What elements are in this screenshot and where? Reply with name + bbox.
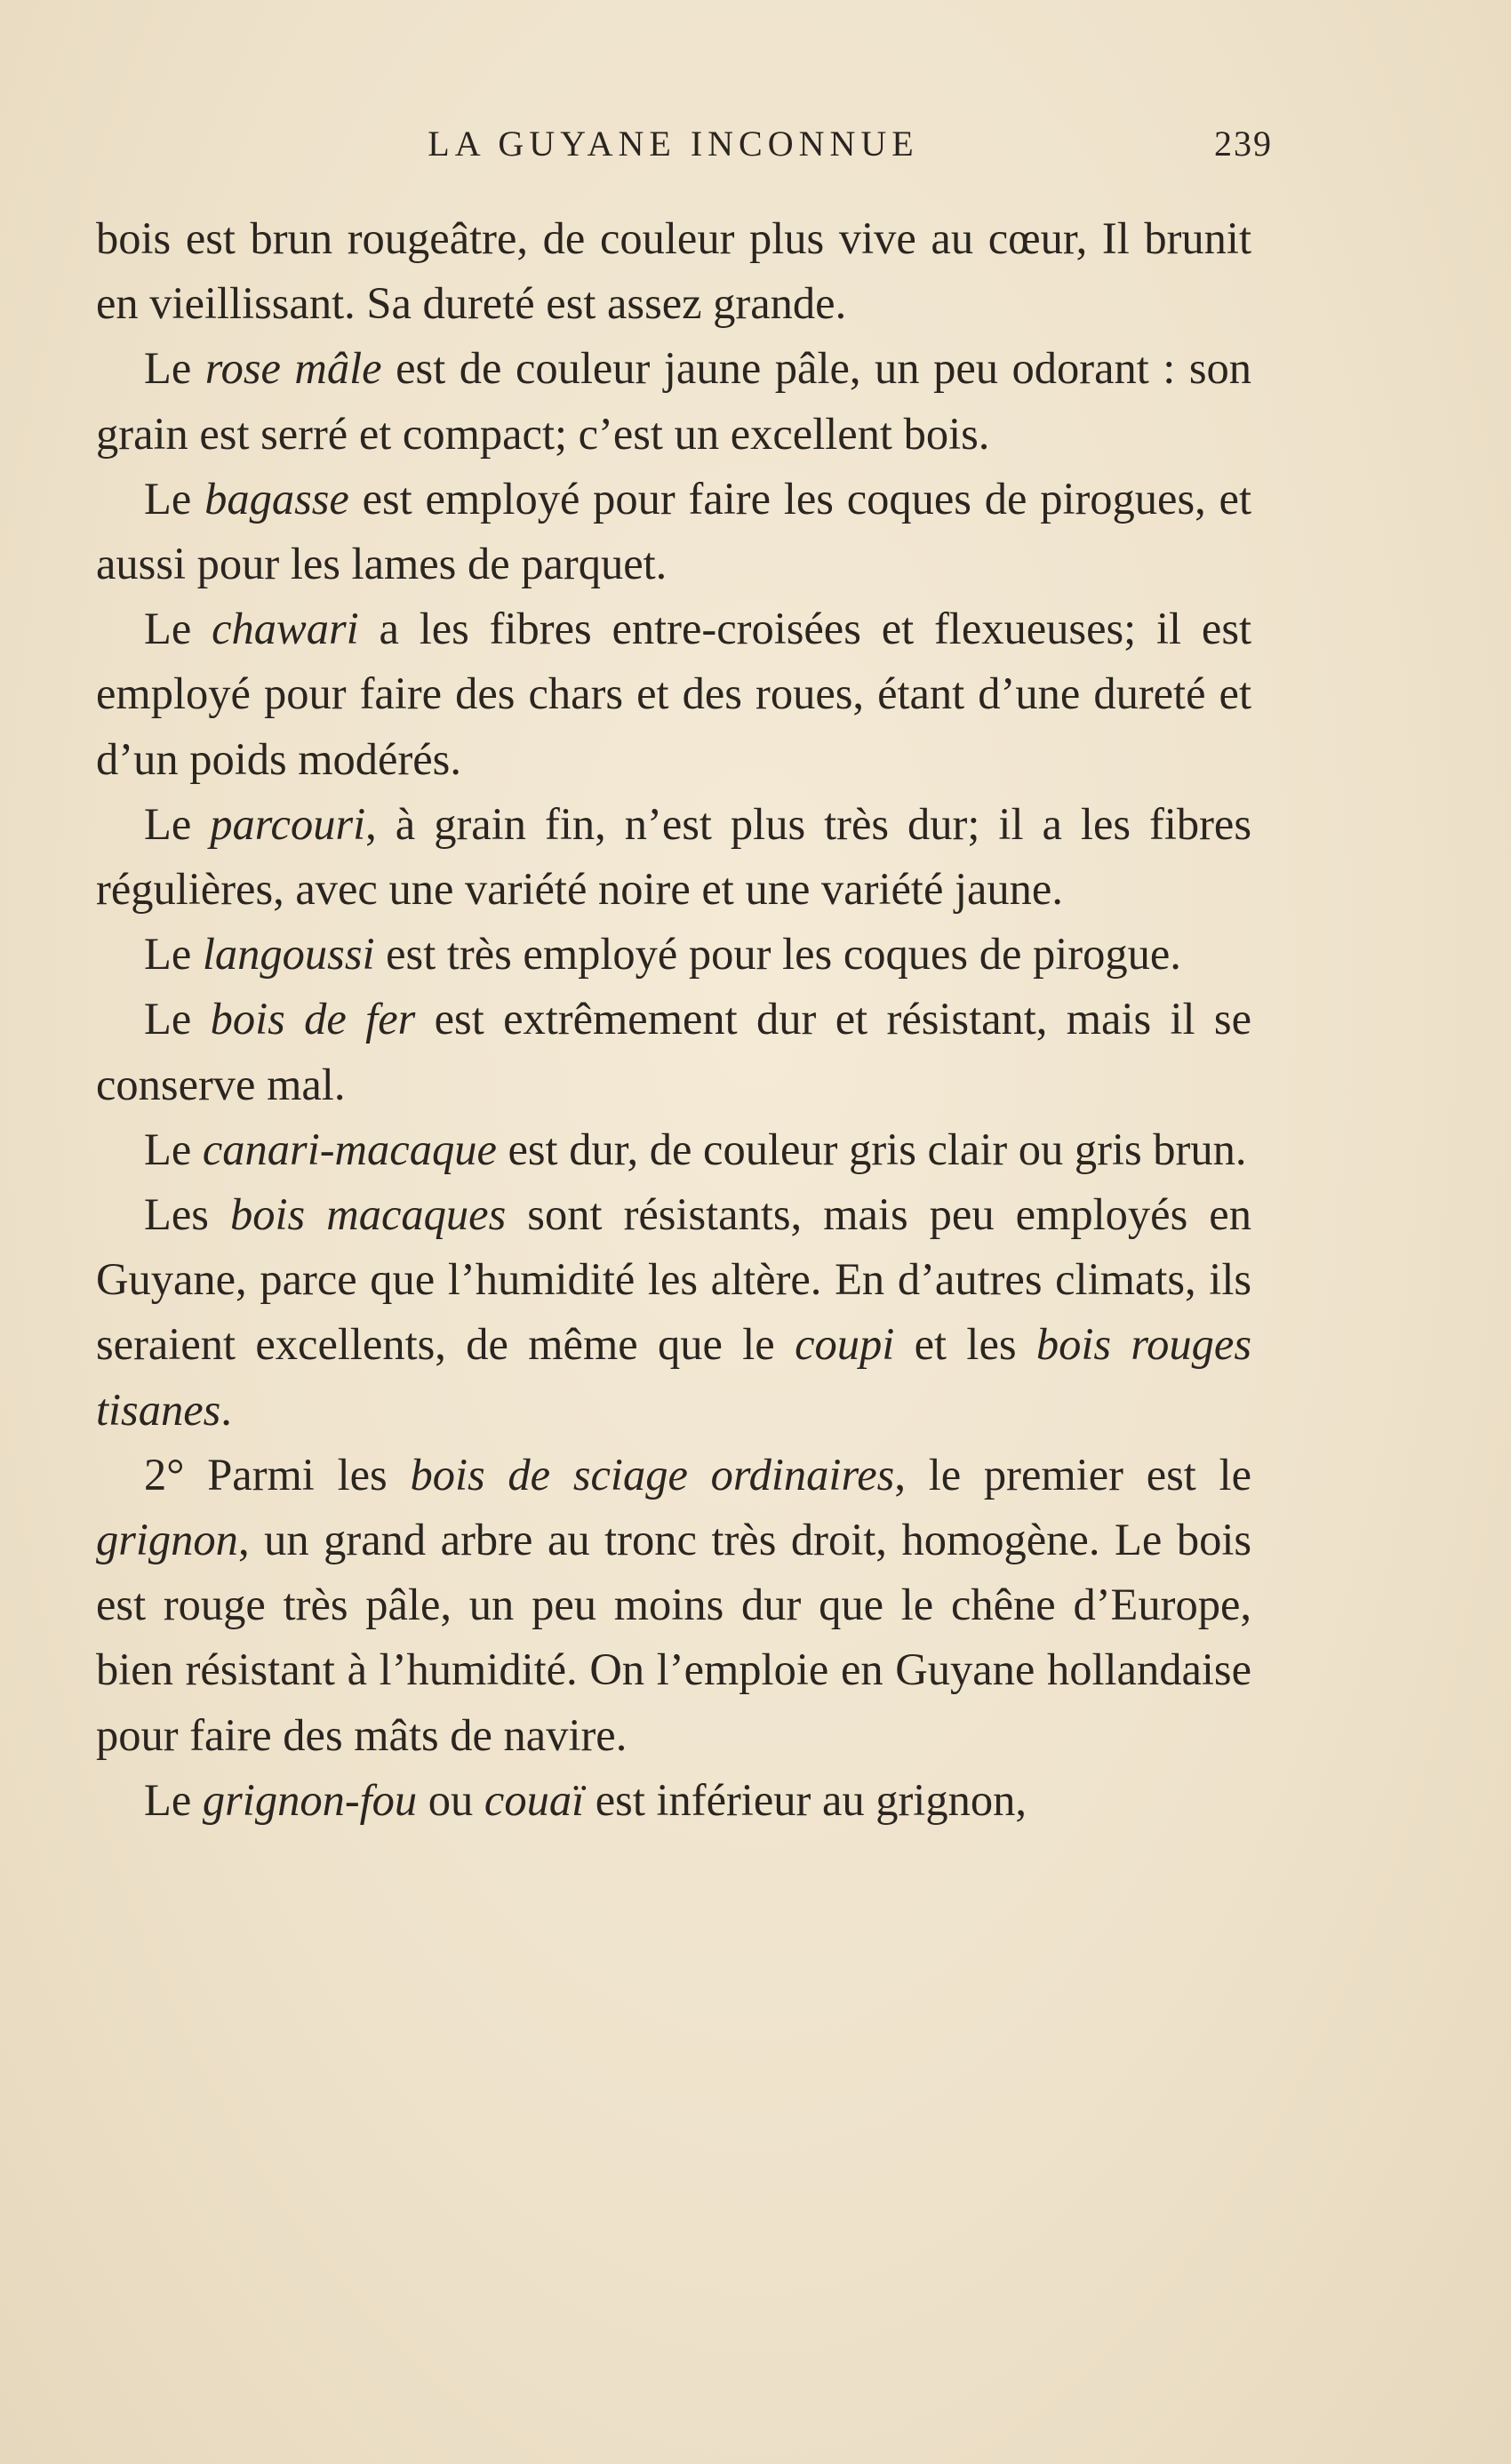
paragraph: bois est brun rougeâtre, de couleur plus vive au cœur, Il brunit en vieillissant. Sa dureté est assez grande.: [96, 213, 1251, 329]
paragraph: Le canari-macaque est dur, de couleur gris clair ou gris brun.: [144, 1124, 1247, 1174]
body-text: [96, 206, 1251, 1833]
paragraph: Le bagasse est employé pour faire les coques de pirogues, et aussi pour les lames de parquet.: [96, 473, 1251, 589]
paragraph: Les bois macaques sont résistants, mais peu employés en Guyane, parce que l’humidité les altère. En d’autres climats, ils seraient excellents, de même que le coupi et les bois rouges tisanes.: [96, 1189, 1252, 1435]
page-number: 239: [1214, 124, 1273, 164]
paragraph: Le langoussi est très employé pour les coques de pirogue.: [144, 929, 1181, 980]
paragraph: Le chawari a les fibres entre-croisées et flexueuses; il est employé pour faire des chars et des roues, étant d’une dureté et d’un poids modérés.: [96, 604, 1251, 784]
paragraph: Le parcouri, à grain fin, n’est plus très dur; il a les fibres régulières, avec une variété noire et une variété jaune.: [96, 798, 1252, 915]
paragraph: Le rose mâle est de couleur jaune pâle, un peu odorant : son grain est serré et compact; c’est un excellent bois.: [96, 343, 1252, 459]
paragraph: Le bois de fer est extrêmement dur et résistant, mais il se conserve mal.: [96, 994, 1251, 1109]
page-header: [93, 123, 1273, 176]
running-title: LA GUYANE INCONNUE: [428, 124, 919, 164]
paragraph: Le grignon-fou ou couaï est inférieur au grignon,: [144, 1774, 1027, 1825]
paragraph: 2° Parmi les bois de sciage ordinaires, le premier est le grignon, un grand arbre au tronc très droit, homogène. Le bois est rouge très pâle, un peu moins dur que le chêne d’Europe, bien résistant à l’humidité. On l’emploie en Guyane hollandaise pour faire des mâts de navire.: [96, 1449, 1252, 1760]
